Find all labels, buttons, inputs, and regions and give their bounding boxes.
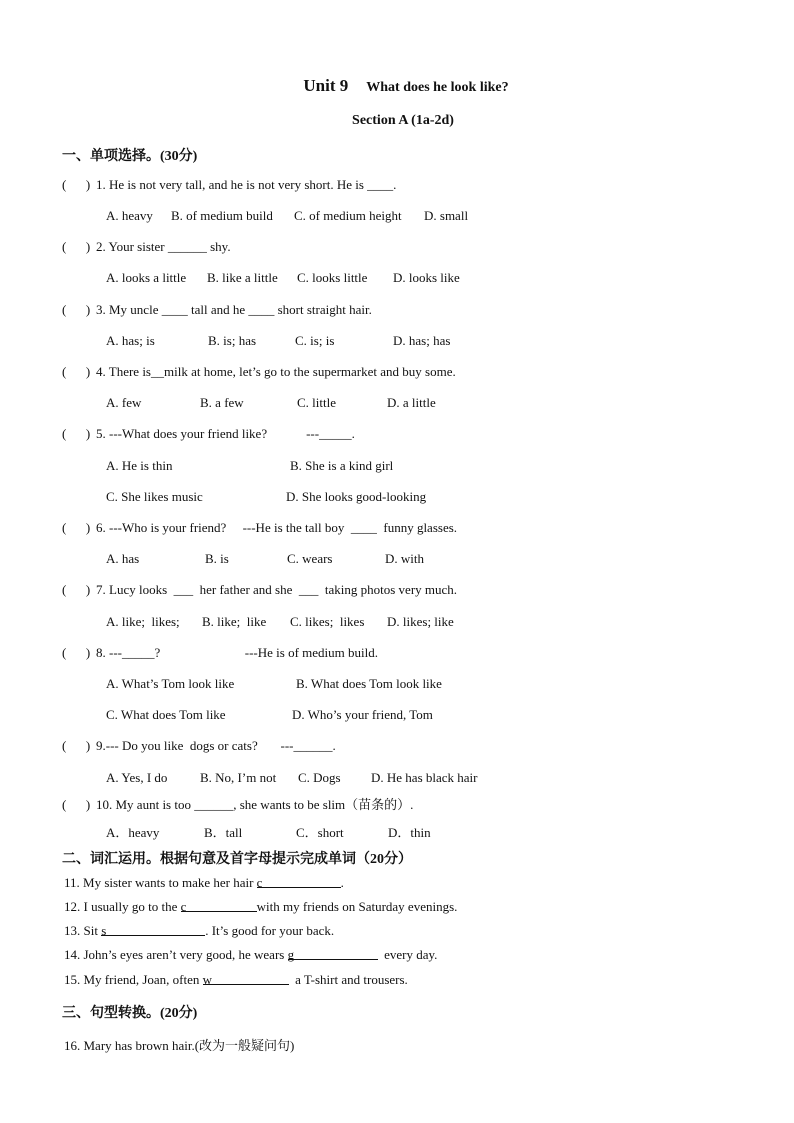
q3-option-b: B. is; has (208, 333, 257, 348)
q10-option-b: B．tall (204, 825, 243, 840)
q1-option-a: A. heavy (106, 208, 153, 223)
q7-option-a: A. like; likes; (106, 614, 180, 629)
q10-option-d: D．thin (388, 825, 431, 840)
question-stem: 8. ---_____? ---He is of medium build. (96, 645, 378, 660)
question-stem: 2. Your sister ______ shy. (96, 239, 231, 254)
question-7 (62, 582, 457, 598)
answer-paren[interactable]: ( ) (62, 738, 91, 753)
vocab-item-14 (64, 947, 437, 963)
q4-option-c: C. little (297, 395, 336, 410)
vocab-text: every day. (377, 947, 438, 962)
q8-option-b: B. What does Tom look like (296, 676, 442, 691)
question-1 (62, 177, 396, 193)
part3-heading: 三、句型转换。(20分) (62, 1006, 198, 1021)
vocab-text: 13. Sit (64, 923, 102, 938)
q6-option-b: B. is (205, 551, 229, 566)
q1-option-d: D. small (424, 208, 469, 223)
question-2 (62, 239, 231, 255)
unit-title: Unit 9 (303, 76, 349, 95)
question-8 (62, 645, 378, 661)
q10-option-c: C．short (296, 825, 344, 840)
section-title: Section A (1a-2d) (352, 113, 454, 128)
first-letter: c (180, 899, 187, 914)
question-stem: 6. ---Who is your friend? ---He is the tall boy ____ funny glasses. (96, 520, 458, 535)
answer-paren[interactable]: ( ) (62, 177, 91, 192)
vocab-blank[interactable] (288, 947, 378, 960)
unit-subtitle: What does he look like? (366, 80, 509, 95)
vocab-text: 14. John’s eyes aren’t very good, he wears (64, 947, 288, 962)
vocab-blank[interactable] (257, 875, 341, 888)
answer-paren[interactable]: ( ) (62, 364, 91, 379)
vocab-text: a T-shirt and trousers. (288, 972, 408, 987)
q6-option-d: D. with (385, 551, 424, 566)
q2-option-c: C. looks little (297, 270, 368, 285)
question-6 (62, 520, 457, 536)
q2-option-d: D. looks like (393, 270, 460, 285)
question-4 (62, 364, 456, 380)
q1-option-c: C. of medium height (294, 208, 402, 223)
vocab-blank[interactable] (181, 899, 257, 912)
vocab-item-12 (64, 899, 457, 915)
q4-option-d: D. a little (387, 395, 436, 410)
q4-option-a: A. few (106, 395, 142, 410)
q4-option-b: B. a few (200, 395, 244, 410)
question-stem: 1. He is not very tall, and he is not very short. He is ____. (96, 177, 397, 192)
first-letter: w (202, 972, 213, 987)
answer-paren[interactable]: ( ) (62, 797, 91, 812)
question-stem: 4. There is__milk at home, let’s go to the supermarket and buy some. (96, 364, 456, 379)
vocab-text: 15. My friend, Joan, often (64, 972, 203, 987)
q2-option-a: A. looks a little (106, 270, 187, 285)
q9-option-d: D. He has black hair (371, 770, 478, 785)
q8-option-a: A. What’s Tom look like (106, 676, 235, 691)
answer-paren[interactable]: ( ) (62, 645, 91, 660)
question-10 (62, 794, 413, 813)
transform-item-16: 16. Mary has brown hair.(改为一般疑问句) (64, 1038, 295, 1053)
vocab-text: 12. I usually go to the (64, 899, 181, 914)
q5-option-d: D. She looks good-looking (286, 489, 427, 504)
q6-option-c: C. wears (287, 551, 333, 566)
part1-heading: 一、单项选择。(30分) (62, 149, 198, 164)
q7-option-d: D. likes; like (387, 614, 454, 629)
answer-paren[interactable]: ( ) (62, 302, 91, 317)
question-9 (62, 738, 336, 754)
question-stem: 9.--- Do you like dogs or cats? ---______. (96, 738, 336, 753)
part2-heading: 二、词汇运用。根据句意及首字母提示完成单词（20分） (62, 852, 412, 867)
q5-option-a: A. He is thin (106, 458, 173, 473)
q1-option-b: B. of medium build (171, 208, 273, 223)
question-stem: 7. Lucy looks ___ her father and she ___ taking photos very much. (96, 582, 458, 597)
q7-option-b: B. like; like (202, 614, 267, 629)
q9-option-b: B. No, I’m not (200, 770, 277, 785)
first-letter: c (256, 875, 263, 890)
q5-option-b: B. She is a kind girl (290, 458, 394, 473)
q8-option-d: D. Who’s your friend, Tom (292, 707, 433, 722)
vocab-text: . (340, 875, 344, 890)
q8-option-c: C. What does Tom like (106, 707, 226, 722)
vocab-text: 11. My sister wants to make her hair (64, 875, 257, 890)
q7-option-c: C. likes; likes (290, 614, 365, 629)
question-stem: 5. ---What does your friend like? ---_____. (96, 426, 355, 441)
q3-option-c: C. is; is (295, 333, 335, 348)
q6-option-a: A. has (106, 551, 140, 566)
q10-option-a: A．heavy (106, 825, 160, 840)
q2-option-b: B. like a little (207, 270, 278, 285)
vocab-item-11 (64, 875, 344, 891)
vocab-text: with my friends on Saturday evenings. (256, 899, 458, 914)
first-letter: g (287, 947, 295, 962)
question-stem: 10. My aunt is too ______, she wants to be slim（苗条的）. (96, 797, 414, 812)
question-5 (62, 426, 355, 442)
question-stem: 3. My uncle ____ tall and he ____ short straight hair. (96, 302, 372, 317)
first-letter: s (101, 923, 107, 938)
vocab-blank[interactable] (203, 972, 289, 985)
q9-option-c: C. Dogs (298, 770, 341, 785)
question-3 (62, 302, 372, 318)
q5-option-c: C. She likes music (106, 489, 203, 504)
q3-option-a: A. has; is (106, 333, 155, 348)
vocab-blank[interactable] (101, 923, 205, 936)
page-title (0, 76, 794, 96)
answer-paren[interactable]: ( ) (62, 426, 91, 441)
vocab-item-13 (64, 923, 334, 939)
q3-option-d: D. has; has (393, 333, 451, 348)
answer-paren[interactable]: ( ) (62, 520, 91, 535)
vocab-item-15 (64, 972, 408, 988)
vocab-text: . It’s good for your back. (205, 923, 335, 938)
answer-paren[interactable]: ( ) (62, 239, 91, 254)
q9-option-a: A. Yes, I do (106, 770, 168, 785)
answer-paren[interactable]: ( ) (62, 582, 91, 597)
